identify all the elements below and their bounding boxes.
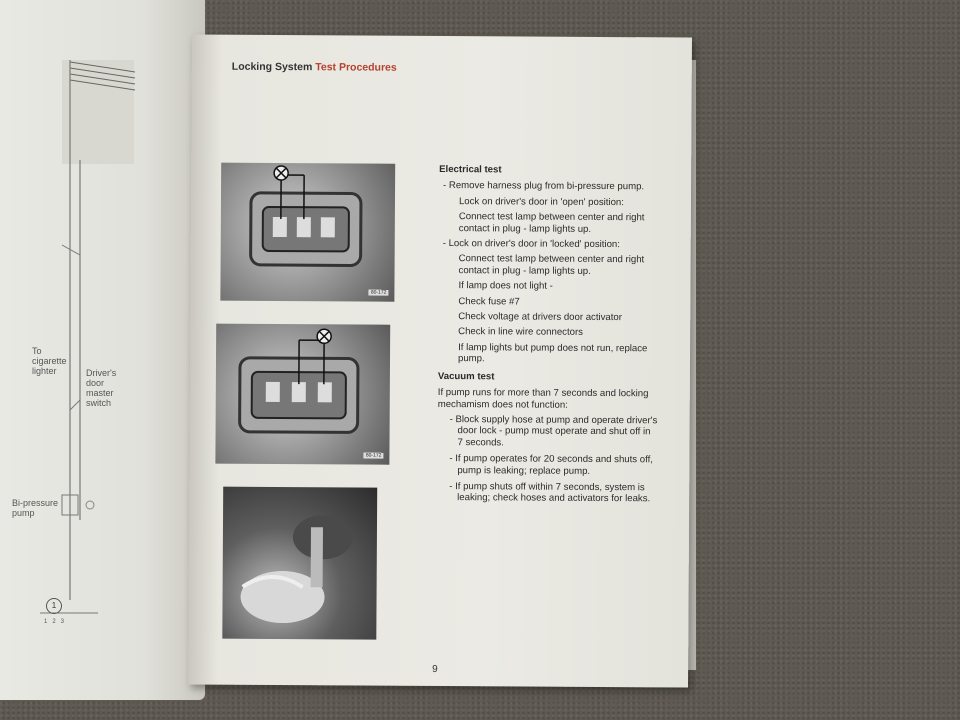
vacuum-test-title: Vacuum test — [437, 370, 495, 383]
electrical-step-3: Connect test lamp between center and right contact in plug - lamp lights up. — [458, 211, 645, 235]
electrical-step-1: - Remove harness plug from bi-pressure pump. — [443, 180, 645, 193]
electrical-step-7: Check fuse #7 — [458, 295, 520, 308]
electrical-test-title: Electrical test — [439, 163, 502, 176]
ground-ticks: 1 2 3 — [44, 619, 65, 625]
page-number: 9 — [432, 663, 438, 675]
photo-code-1: 80-172 — [370, 289, 387, 296]
procedure-text — [437, 164, 659, 510]
right-page — [188, 34, 692, 687]
header-accent: Test Procedures — [315, 61, 397, 74]
electrical-step-8: Check voltage at drivers door activator — [458, 311, 623, 324]
diagram-shaded-area — [62, 60, 134, 164]
header-title: Locking System — [231, 60, 313, 74]
electrical-step-9: Check in line wire connectors — [458, 326, 583, 339]
vacuum-step-1: - Block supply hose at pump and operate driver's door lock - pump must operate and shut off in 7 seconds. — [449, 413, 658, 449]
cigarette-lighter-label: To cigarette lighter — [32, 346, 67, 376]
electrical-step-10: If lamp lights but pump does not run, replace pump. — [457, 341, 648, 365]
connector-photo-open — [220, 163, 395, 302]
vacuum-step-2: - If pump operates for 20 seconds and shuts off, pump is leaking; replace pump. — [449, 453, 653, 477]
electrical-step-6: If lamp does not light - — [458, 280, 553, 292]
vacuum-step-3: - If pump shuts off within 7 seconds, system is leaking; check hoses and activators for leaks. — [449, 480, 651, 505]
wiring-diagram — [0, 0, 205, 700]
ground-point: 1 — [46, 598, 62, 614]
electrical-step-5: Connect test lamp between center and right contact in plug - lamp lights up. — [458, 253, 645, 277]
connector-photo-locked — [215, 324, 390, 465]
vacuum-intro: If pump runs for more than 7 seconds and locking mechamism does not function: — [437, 387, 649, 411]
left-page — [0, 0, 205, 700]
electrical-step-4: - Lock on driver's door in 'locked' position: — [442, 238, 620, 251]
electrical-step-2: Lock on driver's door in 'open' position: — [458, 195, 624, 208]
pump-hand-photo — [222, 487, 377, 640]
photo-code-2: 80-172 — [365, 452, 382, 459]
page-header — [232, 61, 397, 74]
master-switch-label: Driver's door master switch — [86, 368, 117, 408]
bi-pressure-pump-label: Bi-pressure pump — [12, 498, 59, 518]
